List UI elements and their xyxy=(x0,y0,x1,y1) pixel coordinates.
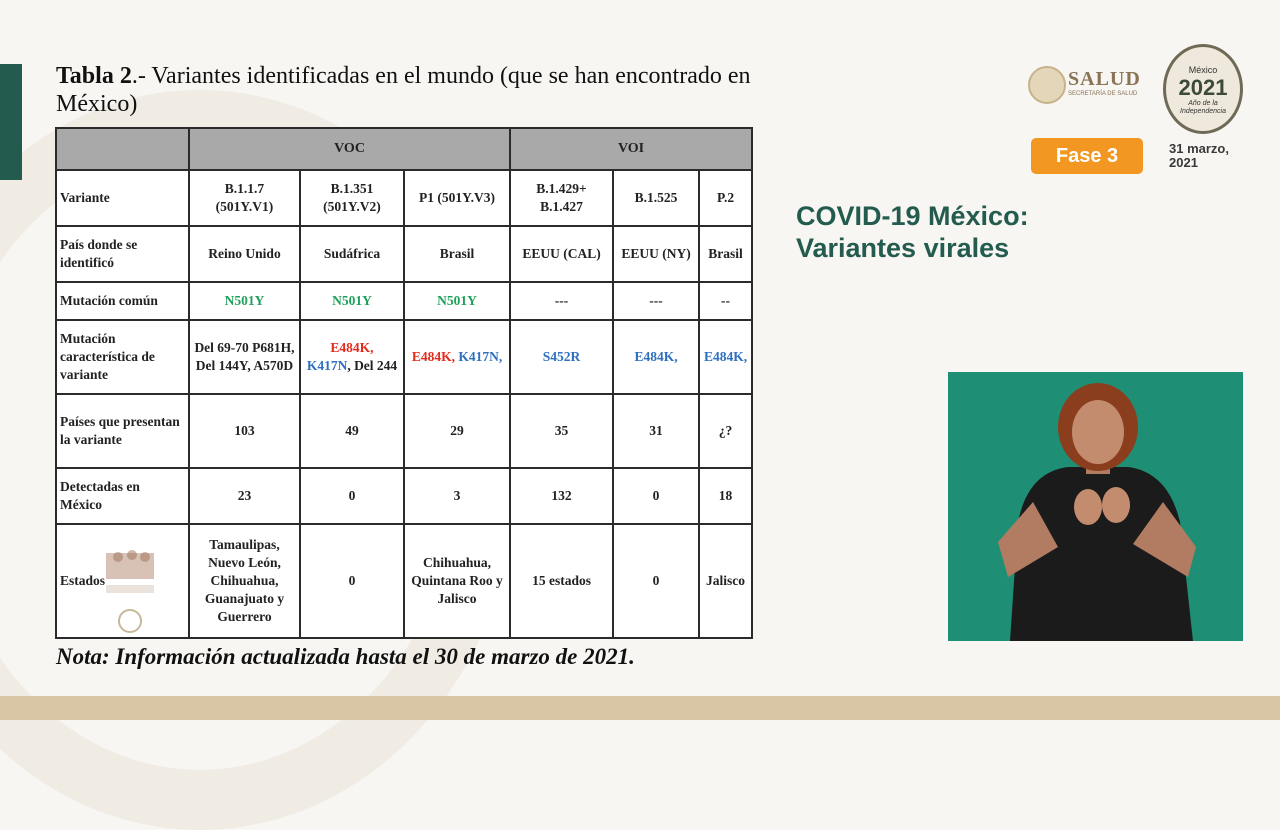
cell-estados-5: 0 xyxy=(613,524,699,638)
row-label-variante: Variante xyxy=(56,170,189,226)
cell-variante-1: B.1.1.7 (501Y.V1) xyxy=(189,170,300,226)
cell-estados-1: Tamaulipas, Nuevo León, Chihuahua, Guanajuato y Guerrero xyxy=(189,524,300,638)
row-label-mutacion-caracteristica: Mutación característica de variante xyxy=(56,320,189,394)
interpreter-figure-icon xyxy=(948,372,1243,641)
table-row xyxy=(56,320,752,394)
cell-variante-6: P.2 xyxy=(699,170,752,226)
table-row xyxy=(56,170,752,226)
row-label-detectadas: Detectadas en México xyxy=(56,468,189,524)
cell-pais-5: EEUU (NY) xyxy=(613,226,699,282)
mexico-2021-logo xyxy=(1163,44,1243,134)
update-note: Nota: Información actualizada hasta el 30 de marzo de 2021. xyxy=(56,644,635,669)
cell-estados-4: 15 estados xyxy=(510,524,613,638)
cell-variante-4: B.1.429+ B.1.427 xyxy=(510,170,613,226)
cell-mutacion-comun-1: N501Y xyxy=(189,282,300,320)
cell-mutacion-comun-2: N501Y xyxy=(300,282,404,320)
sign-language-video xyxy=(948,372,1243,641)
mexico-2021-label: México xyxy=(1188,65,1218,75)
cell-variante-2: B.1.351 (501Y.V2) xyxy=(300,170,404,226)
mexico-2021-subtitle: Año de la Independencia xyxy=(1180,100,1226,115)
bottom-band xyxy=(0,696,1280,720)
table-header-row xyxy=(56,128,752,170)
table-row xyxy=(56,468,752,524)
slide-date: 31 marzo, 2021 xyxy=(1169,141,1229,170)
cell-detectadas-3: 3 xyxy=(404,468,510,524)
cell-pais-2: Sudáfrica xyxy=(300,226,404,282)
cell-detectadas-5: 0 xyxy=(613,468,699,524)
cell-pais-4: EEUU (CAL) xyxy=(510,226,613,282)
watermark-emblem-icon xyxy=(100,545,160,635)
cell-paises-5: 31 xyxy=(613,394,699,468)
row-label-estados: Estados xyxy=(56,524,189,638)
row-label-pais: País donde se identificó xyxy=(56,226,189,282)
table-title: Tabla 2.- Variantes identificadas en el mundo (que se han encontrado en México) xyxy=(56,63,751,117)
slide-heading: COVID-19 México: Variantes virales xyxy=(796,201,1029,263)
table-row xyxy=(56,524,752,638)
cell-estados-6: Jalisco xyxy=(699,524,752,638)
cell-mutacion-caract-5: E484K, xyxy=(613,320,699,394)
cell-mutacion-caract-6: E484K, xyxy=(699,320,752,394)
cell-estados-3: Chihuahua, Quintana Roo y Jalisco xyxy=(404,524,510,638)
table-row xyxy=(56,282,752,320)
cell-mutacion-caract-4: S452R xyxy=(510,320,613,394)
salud-subtitle: SECRETARÍA DE SALUD xyxy=(1068,91,1138,97)
cell-mutacion-comun-6: -- xyxy=(699,282,752,320)
cell-detectadas-4: 132 xyxy=(510,468,613,524)
header-voc: VOC xyxy=(189,128,510,170)
cell-mutacion-caract-3: E484K, K417N, xyxy=(404,320,510,394)
header-voi: VOI xyxy=(510,128,752,170)
cell-variante-5: B.1.525 xyxy=(613,170,699,226)
cell-detectadas-2: 0 xyxy=(300,468,404,524)
cell-paises-4: 35 xyxy=(510,394,613,468)
cell-mutacion-caract-1: Del 69-70 P681H, Del 144Y, A570D xyxy=(189,320,300,394)
mexico-2021-year: 2021 xyxy=(1178,75,1228,100)
cell-paises-1: 103 xyxy=(189,394,300,468)
cell-detectadas-6: 18 xyxy=(699,468,752,524)
cell-mutacion-comun-3: N501Y xyxy=(404,282,510,320)
salud-wordmark: SALUD xyxy=(1068,68,1141,90)
header-blank xyxy=(56,128,189,170)
cell-pais-6: Brasil xyxy=(699,226,752,282)
cell-mutacion-comun-4: --- xyxy=(510,282,613,320)
cell-paises-3: 29 xyxy=(404,394,510,468)
table-row xyxy=(56,394,752,468)
cell-variante-3: P1 (501Y.V3) xyxy=(404,170,510,226)
cell-estados-2: 0 xyxy=(300,524,404,638)
cell-detectadas-1: 23 xyxy=(189,468,300,524)
cell-pais-3: Brasil xyxy=(404,226,510,282)
cell-paises-6: ¿? xyxy=(699,394,752,468)
row-label-mutacion-comun: Mutación común xyxy=(56,282,189,320)
cell-paises-2: 49 xyxy=(300,394,404,468)
cell-mutacion-caract-2: E484K, K417N, Del 244 xyxy=(300,320,404,394)
phase-badge: Fase 3 xyxy=(1031,138,1143,174)
cell-pais-1: Reino Unido xyxy=(189,226,300,282)
salud-logo xyxy=(1028,66,1144,102)
mexico-seal-icon xyxy=(1028,66,1066,104)
cell-mutacion-comun-5: --- xyxy=(613,282,699,320)
row-label-paises: Países que presentan la variante xyxy=(56,394,189,468)
side-accent-bar xyxy=(0,64,22,180)
table-row xyxy=(56,226,752,282)
